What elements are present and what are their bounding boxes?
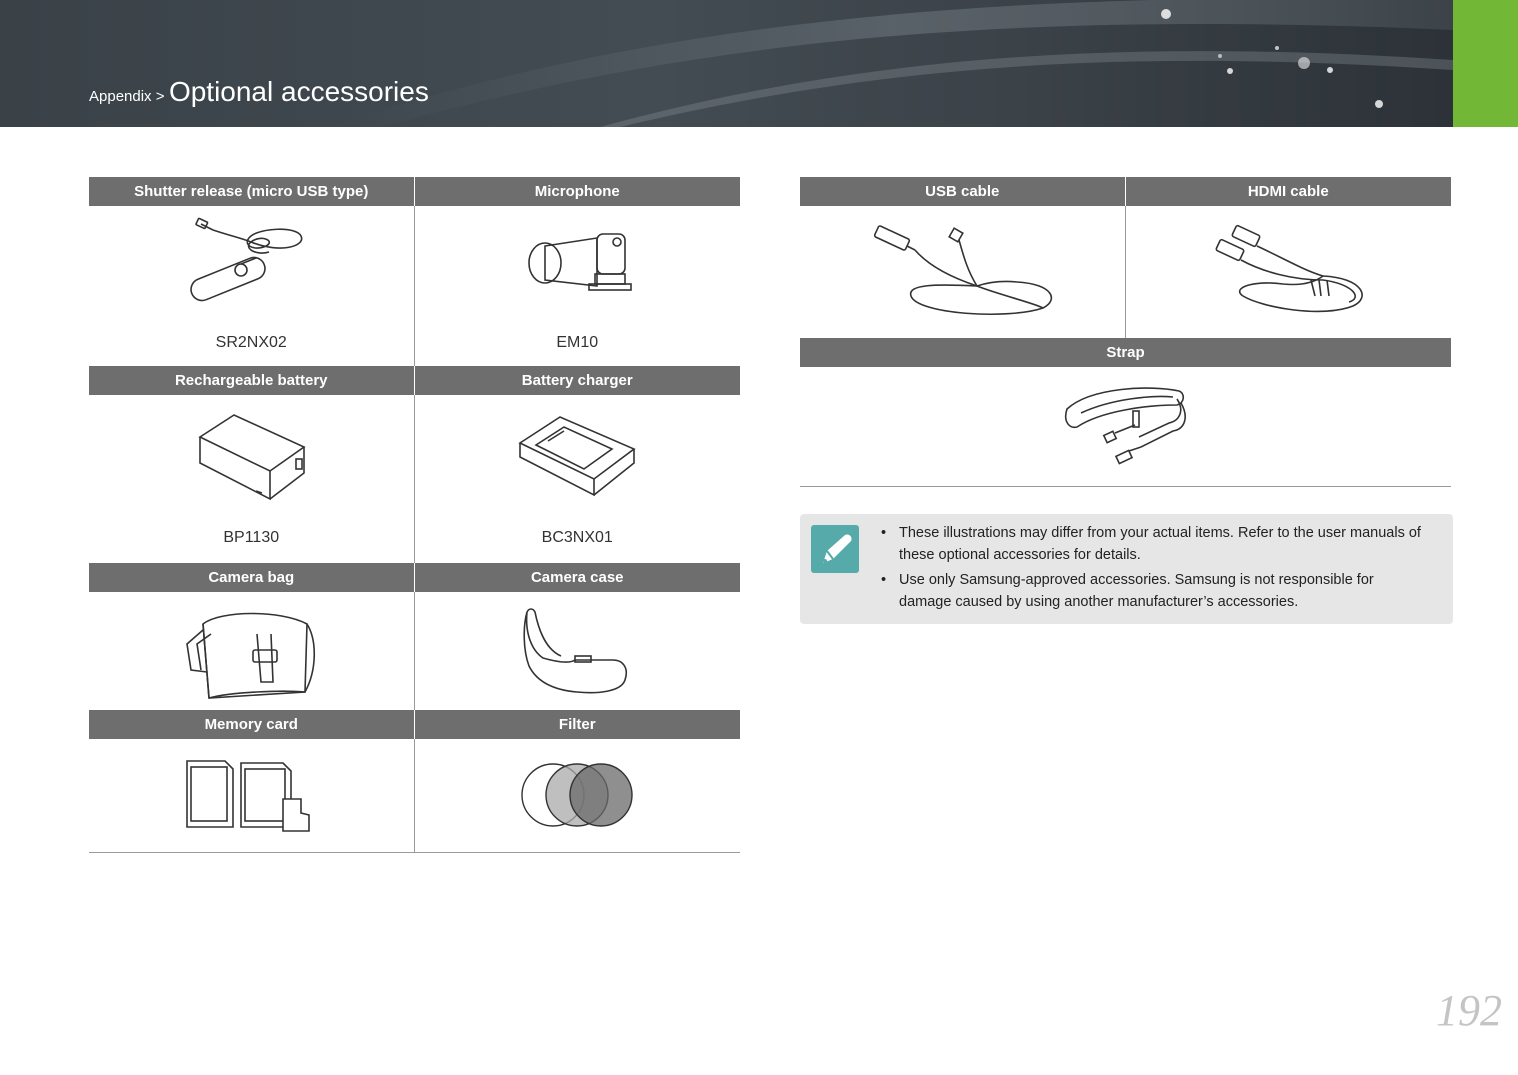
model-number: EM10 xyxy=(556,334,599,351)
column-header: Microphone xyxy=(414,177,740,206)
column-header: Camera case xyxy=(414,563,740,592)
table-row xyxy=(89,739,740,852)
table-cell xyxy=(414,592,740,710)
column-header: Rechargeable battery xyxy=(89,366,414,395)
table-cell xyxy=(89,592,414,710)
table-cell xyxy=(1125,206,1451,338)
table-row xyxy=(89,592,740,710)
note-list xyxy=(881,522,1429,616)
column-header: USB cable xyxy=(800,177,1125,206)
table-header-row xyxy=(89,366,740,395)
table-cell xyxy=(414,395,740,563)
table-cell xyxy=(414,206,740,366)
table-row xyxy=(800,367,1451,486)
table-header-row xyxy=(89,177,740,206)
hdmi-cable-icon xyxy=(1203,224,1373,324)
table-header-row xyxy=(800,338,1451,367)
microphone-icon xyxy=(517,216,637,316)
table-row xyxy=(89,395,740,563)
list-item: • Use only Samsung-approved accessories. Samsung is not responsible for damage caused by using another manufacturer’s accessories. xyxy=(881,572,1374,610)
filter-icon xyxy=(517,755,637,835)
memory-card-icon xyxy=(181,755,321,835)
usb-cable-icon xyxy=(867,224,1057,324)
table-row xyxy=(800,206,1451,338)
pen-note-icon xyxy=(811,525,859,573)
battery-icon xyxy=(186,407,316,507)
column-header: Battery charger xyxy=(414,366,740,395)
page-header xyxy=(0,0,1453,127)
accessories-table-right xyxy=(800,177,1451,487)
table-row xyxy=(89,206,740,366)
strap-icon xyxy=(1061,381,1191,467)
note-box xyxy=(800,514,1453,624)
table-cell xyxy=(89,395,414,563)
accessories-table-left xyxy=(89,177,740,853)
breadcrumb xyxy=(89,76,429,108)
table-header-row xyxy=(800,177,1451,206)
shutter-release-icon xyxy=(181,216,321,316)
breadcrumb-parent: Appendix > xyxy=(89,88,165,105)
page-title: Optional accessories xyxy=(168,76,429,107)
column-header: Shutter release (micro USB type) xyxy=(89,177,414,206)
model-number: BP1130 xyxy=(223,529,280,546)
model-number: BC3NX01 xyxy=(541,529,613,546)
table-cell xyxy=(800,367,1451,486)
column-header: Strap xyxy=(800,338,1451,367)
camera-bag-icon xyxy=(181,600,321,704)
accent-bar xyxy=(1453,0,1518,127)
table-cell xyxy=(89,739,414,852)
column-header: Camera bag xyxy=(89,563,414,592)
battery-charger-icon xyxy=(512,407,642,507)
table-cell xyxy=(800,206,1125,338)
model-number: SR2NX02 xyxy=(215,334,287,351)
camera-case-icon xyxy=(517,602,637,702)
column-header: HDMI cable xyxy=(1125,177,1451,206)
table-header-row xyxy=(89,563,740,592)
table-cell xyxy=(414,739,740,852)
column-header: Filter xyxy=(414,710,740,739)
page-number: 192 xyxy=(1436,986,1502,1035)
column-header: Memory card xyxy=(89,710,414,739)
table-header-row xyxy=(89,710,740,739)
list-item: • These illustrations may differ from your actual items. Refer to the user manuals of these optional accessories for details. xyxy=(881,525,1421,563)
table-cell xyxy=(89,206,414,366)
